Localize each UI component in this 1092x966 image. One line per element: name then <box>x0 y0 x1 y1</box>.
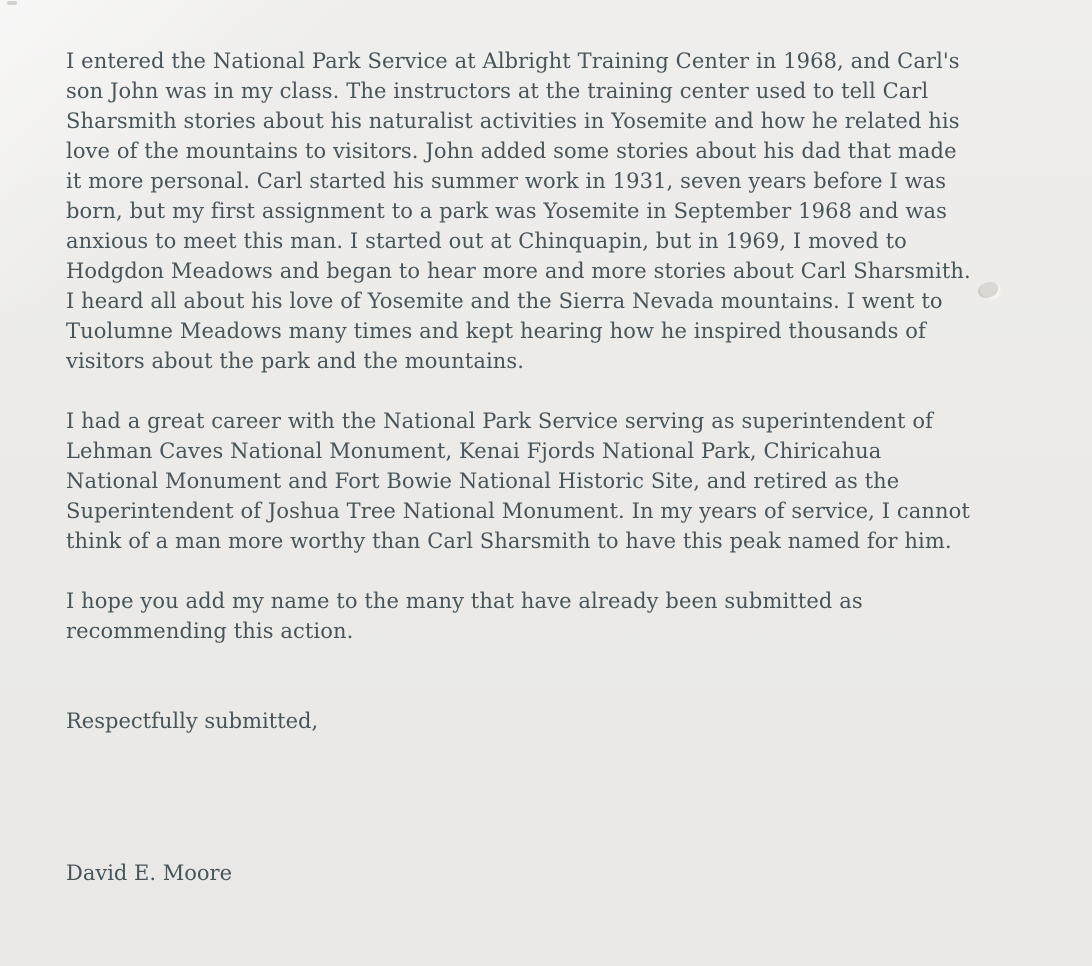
text-line: National Monument and Fort Bowie National Historic Site, and retired as the <box>66 469 900 493</box>
letter-body <box>66 46 1072 646</box>
text-line: son John was in my class. The instructors at the training center used to tell Carl <box>66 79 929 103</box>
text-line: love of the mountains to visitors. John added some stories about his dad that made <box>66 139 957 163</box>
text-line: born, but my first assignment to a park was Yosemite in September 1968 and was <box>66 199 947 223</box>
text-line: it more personal. Carl started his summer work in 1931, seven years before I was <box>66 169 947 193</box>
paragraph-recommendation <box>66 586 1072 646</box>
paragraph-service-summary <box>66 406 1072 556</box>
text-line: Lehman Caves National Monument, Kenai Fjords National Park, Chiricahua <box>66 439 882 463</box>
text-line: recommending this action. <box>66 619 354 643</box>
letter-closing: Respectfully submitted, <box>66 709 319 733</box>
text-line: Hodgdon Meadows and began to hear more and more stories about Carl Sharsmith. <box>66 259 971 283</box>
text-line: think of a man more worthy than Carl Sharsmith to have this peak named for him. <box>66 529 952 553</box>
text-line: Sharsmith stories about his naturalist activities in Yosemite and how he related his <box>66 109 960 133</box>
text-line: Superintendent of Joshua Tree National Monument. In my years of service, I cannot <box>66 499 970 523</box>
scan-artifact-speck <box>7 1 17 5</box>
signature-name: David E. Moore <box>66 861 232 885</box>
text-line: I entered the National Park Service at Albright Training Center in 1968, and Carl's <box>66 49 960 73</box>
text-line: visitors about the park and the mountains. <box>66 349 525 373</box>
text-line: I hope you add my name to the many that have already been submitted as <box>66 589 863 613</box>
text-line: anxious to meet this man. I started out at Chinquapin, but in 1969, I moved to <box>66 229 907 253</box>
text-line: I had a great career with the National Park Service serving as superintendent of <box>66 409 933 433</box>
paragraph-career-intro <box>66 46 1072 376</box>
text-line: Tuolumne Meadows many times and kept hearing how he inspired thousands of <box>66 319 926 343</box>
text-line: I heard all about his love of Yosemite and the Sierra Nevada mountains. I went to <box>66 289 943 313</box>
